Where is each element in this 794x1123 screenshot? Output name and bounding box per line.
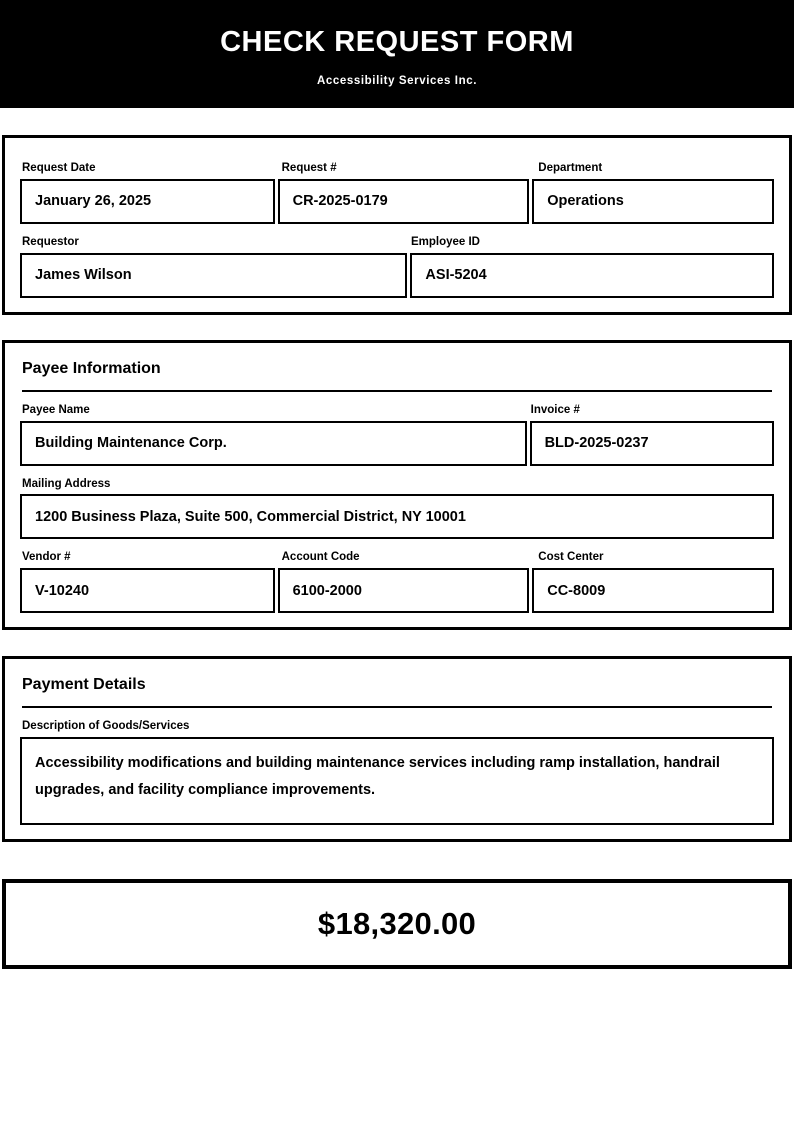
description-label-row bbox=[20, 720, 774, 734]
request-date-label: Request Date bbox=[22, 162, 96, 174]
total-amount-value: $18,320.00 bbox=[317, 906, 477, 942]
request-info-labels-row-2 bbox=[20, 236, 774, 250]
payee-labels-row-1 bbox=[20, 404, 774, 418]
account-code-field[interactable]: 6100-2000 bbox=[278, 568, 530, 613]
payee-fields-row-3 bbox=[20, 568, 774, 613]
request-number-field[interactable]: CR-2025-0179 bbox=[278, 179, 530, 224]
payee-information-title: Payee Information bbox=[22, 359, 161, 377]
request-date-field[interactable]: January 26, 2025 bbox=[20, 179, 275, 224]
payee-labels-row-3 bbox=[20, 551, 774, 565]
payment-details-section bbox=[2, 656, 792, 842]
payee-information-section bbox=[2, 340, 792, 631]
description-label: Description of Goods/Services bbox=[22, 720, 190, 733]
payment-details-divider bbox=[22, 706, 772, 708]
requestor-label: Requestor bbox=[22, 235, 79, 248]
page-title: CHECK REQUEST FORM bbox=[220, 25, 574, 58]
department-label: Department bbox=[538, 162, 603, 174]
cost-center-field[interactable]: CC-8009 bbox=[532, 568, 774, 613]
payee-name-label: Payee Name bbox=[22, 403, 90, 416]
employee-id-field[interactable]: ASI-5204 bbox=[410, 253, 774, 298]
account-code-label: Account Code bbox=[281, 551, 360, 564]
mailing-address-label: Mailing Address bbox=[22, 477, 111, 490]
mailing-address-field[interactable]: 1200 Business Plaza, Suite 500, Commercial District, NY 10001 bbox=[20, 494, 774, 539]
form-header-banner bbox=[0, 0, 794, 108]
request-info-labels-row-1 bbox=[20, 162, 774, 176]
total-amount-box bbox=[2, 879, 792, 969]
vendor-number-field[interactable]: V-10240 bbox=[20, 568, 275, 613]
invoice-number-field[interactable]: BLD-2025-0237 bbox=[530, 421, 774, 466]
payee-section-divider bbox=[22, 390, 772, 392]
description-field-row bbox=[20, 737, 774, 825]
request-info-section bbox=[2, 135, 792, 315]
mailing-address-label-row bbox=[20, 478, 774, 492]
request-number-label: Request # bbox=[281, 162, 337, 174]
request-info-fields-row-1 bbox=[20, 179, 774, 224]
invoice-number-label: Invoice # bbox=[530, 403, 580, 416]
employee-id-label: Employee ID bbox=[410, 235, 480, 248]
cost-center-label: Cost Center bbox=[538, 551, 604, 564]
description-field[interactable]: Accessibility modifications and building maintenance services including ramp installation, handrail upgrades, and facility compliance improvements. bbox=[20, 737, 774, 825]
mailing-address-field-row bbox=[20, 494, 774, 539]
company-name: Accessibility Services Inc. bbox=[316, 75, 478, 88]
payee-fields-row-1 bbox=[20, 421, 774, 466]
request-info-fields-row-2 bbox=[20, 253, 774, 298]
payment-details-title: Payment Details bbox=[22, 676, 146, 694]
department-field[interactable]: Operations bbox=[532, 179, 774, 224]
requestor-field[interactable]: James Wilson bbox=[20, 253, 407, 298]
payee-name-field[interactable]: Building Maintenance Corp. bbox=[20, 421, 527, 466]
vendor-number-label: Vendor # bbox=[22, 551, 71, 564]
